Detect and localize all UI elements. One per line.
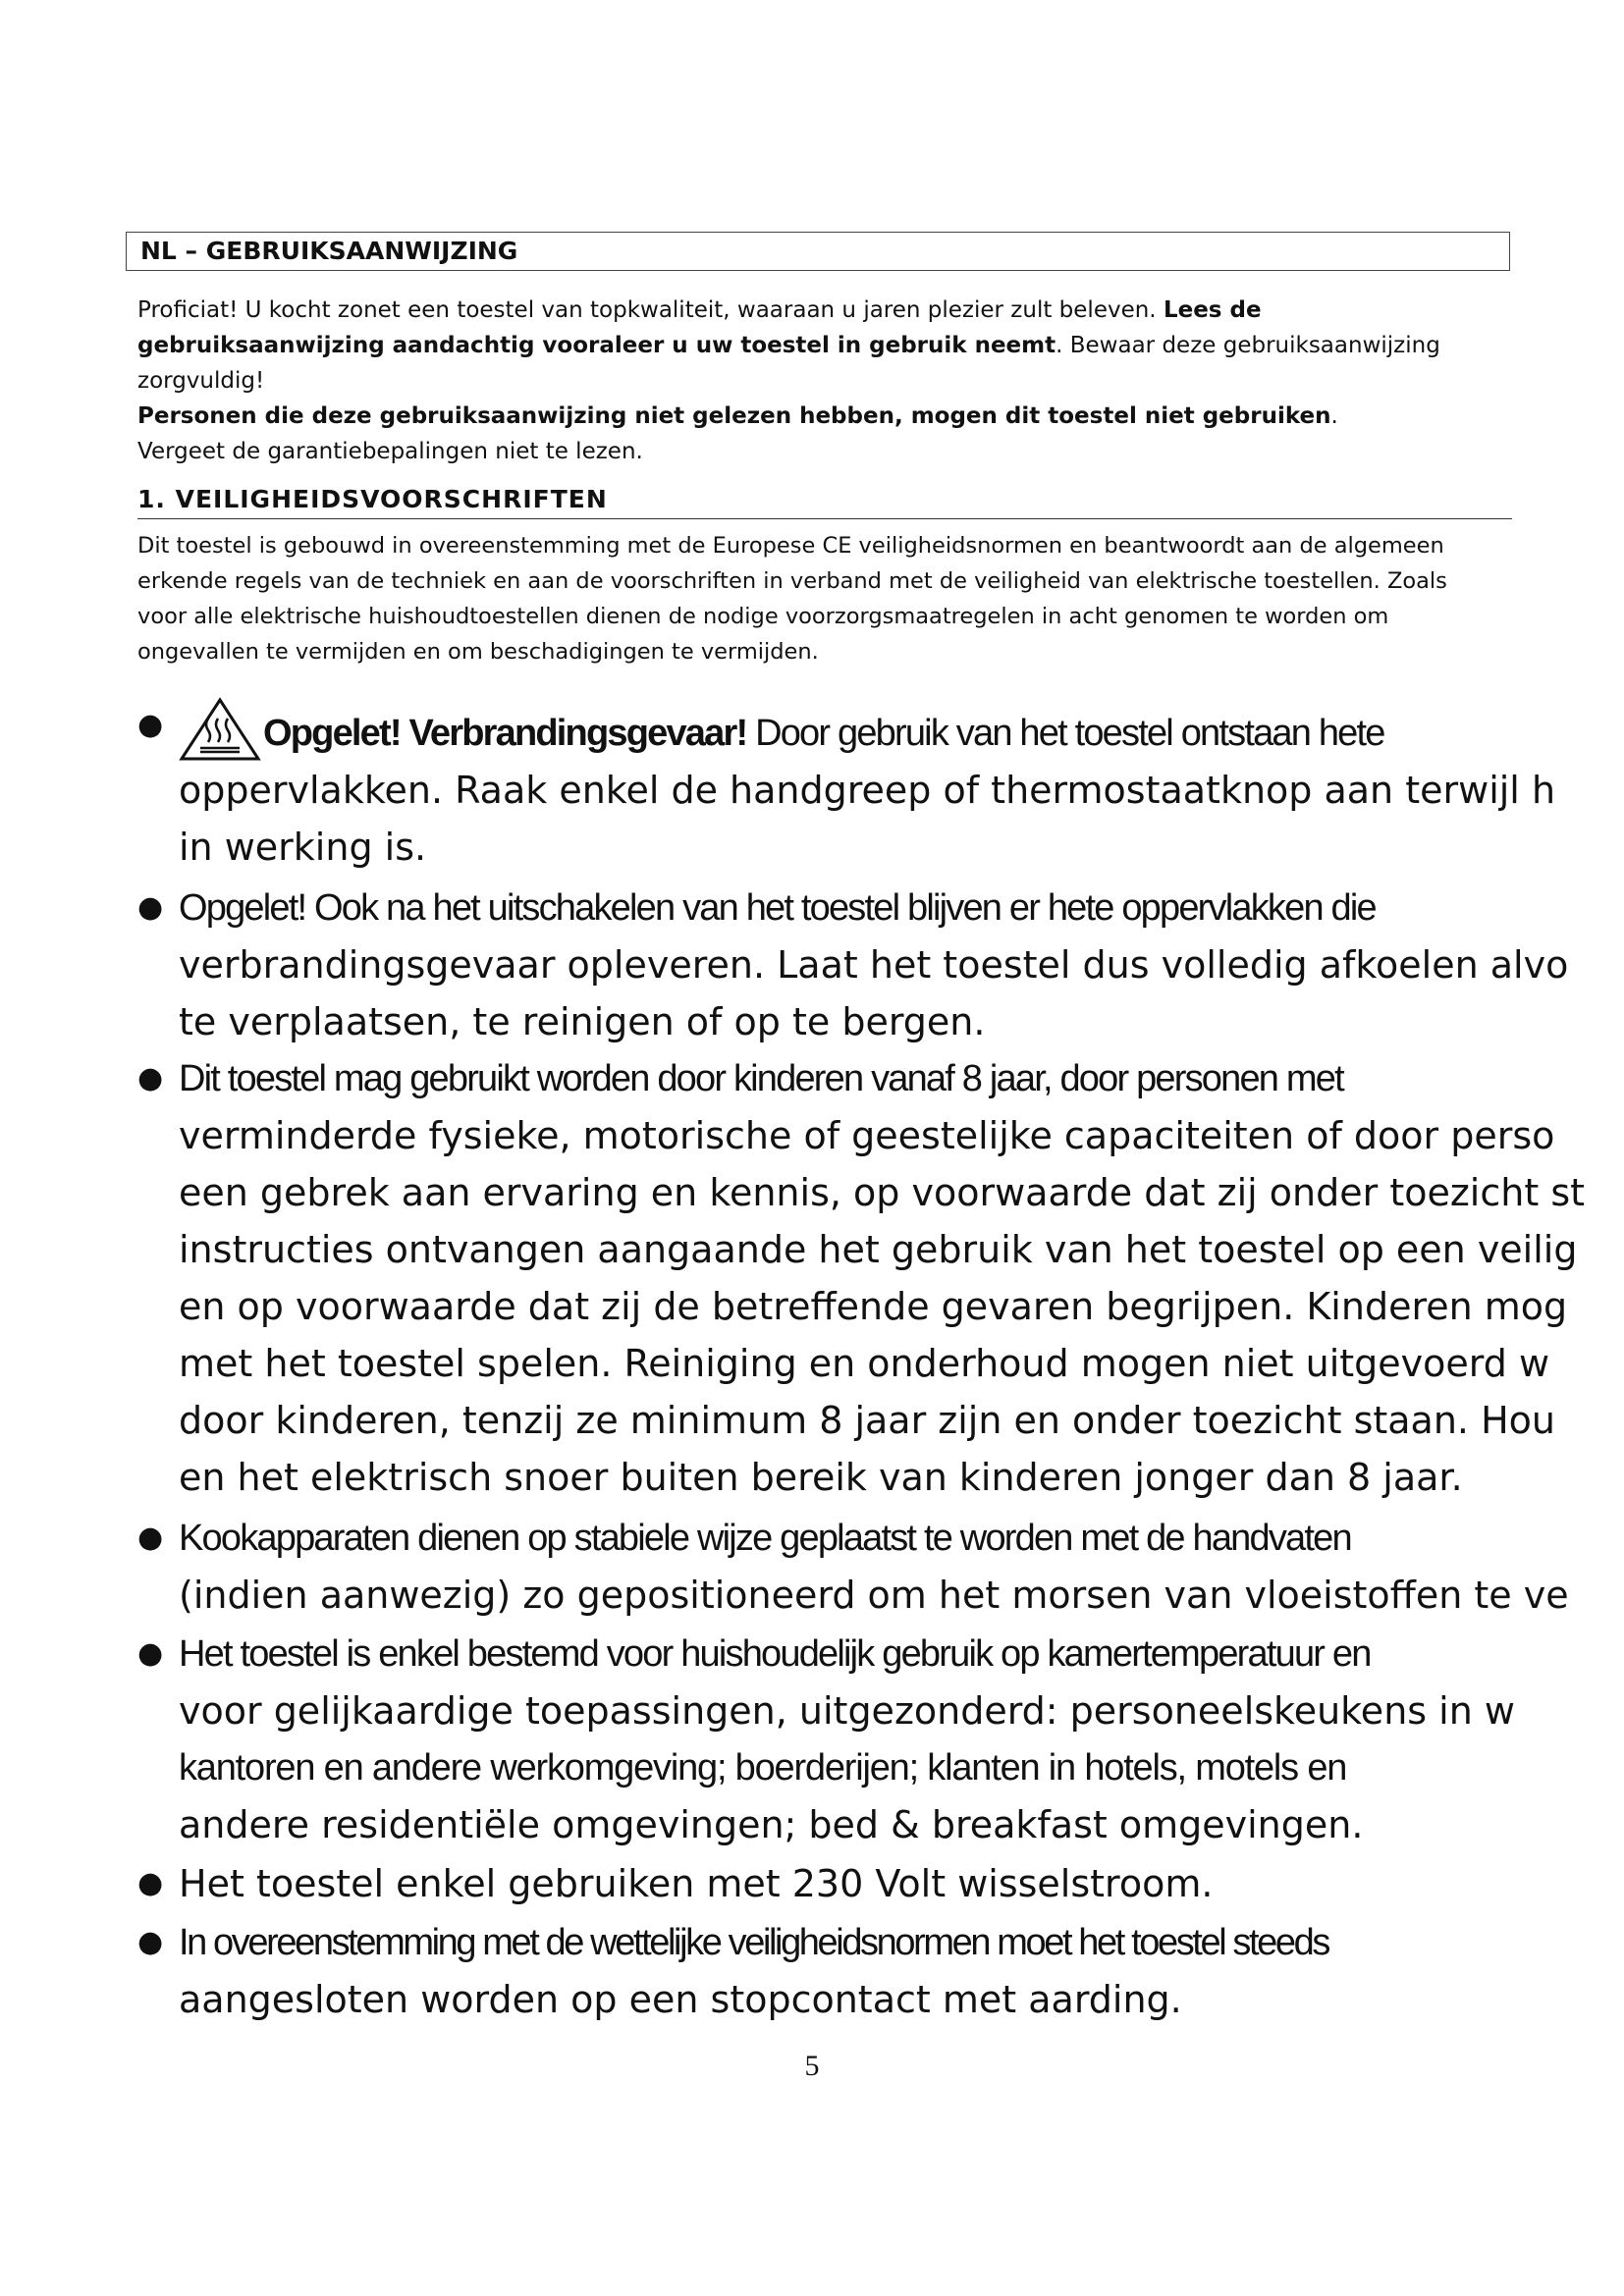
bullet-dot: ● <box>137 708 164 742</box>
bullet-hot-surface: ● Opgelet! Verbrandingsgevaar! Door gebruik van het toestel ontstaan hete oppervlakken. Raak enkel de handgreep of thermostaatknop aan terwijl h in werking is. <box>137 697 1624 876</box>
section-heading: 1. VEILIGHEIDSVOORSCHRIFTEN <box>137 481 1512 519</box>
bullet-dot: ● <box>137 1521 164 1555</box>
manual-title: NL – GEBRUIKSAANWIJZING <box>126 232 1510 271</box>
body-line: Dit toestel is gebouwd in overeenstemming met de Europese CE veiligheidsnormen en beantwoordt aan de algemeen <box>137 533 1444 559</box>
bullet-children-use: ● Dit toestel mag gebruikt worden door kinderen vanaf 8 jaar, door personen met verminderde fysieke, motorische of geestelijke capaciteiten of door perso een gebrek aan ervaring en kennis, op voorwaarde dat zij onder toezicht st instructies ontvangen aangaande het gebruik van het toestel op een veilig en op voorwaarde dat zij de betreffende gevaren begrijpen. Kinderen mog met het toestel spelen. Reiniging en onderhoud mogen niet uitgevoerd w door kinderen, tenzij ze minimum 8 jaar zijn en onder toezicht staan. Hou en het elektrisch snoer buiten bereik van kinderen jonger dan 8 jaar. <box>137 1050 1624 1506</box>
hot-surface-warning-icon <box>179 697 261 762</box>
bullet-stable-placement: ● Kookapparaten dienen op stabiele wijze geplaatst te worden met de handvaten (indien aanwezig) zo gepositioneerd om het morsen van vloeistoffen te ve <box>137 1510 1624 1624</box>
intro-text <box>137 293 1522 469</box>
bullet-dot: ● <box>137 1636 164 1671</box>
intro-paragraph-1: Proficiat! U kocht zonet een toestel van topkwaliteit, waaraan u jaren plezier zult beleven. Lees de gebruiksaanwijzing aandachtig vooraleer u uw toestel in gebruik neemt. Bewaar deze gebruiksaanwijzing zorgvuldig! <box>137 297 1440 394</box>
body-line: erkende regels van de techniek en aan de voorschriften in verband met de veiligheid van elektrische toestellen. Zoals <box>137 568 1447 594</box>
bullet-dot: ● <box>137 1925 164 1959</box>
bullet-dot: ● <box>137 1866 164 1900</box>
safety-bullet-list <box>0 697 1624 2071</box>
body-line: ongevallen te vermijden en om beschadigingen te vermijden. <box>137 639 819 665</box>
bullet-dot: ● <box>137 1061 164 1095</box>
section-body <box>137 528 1532 669</box>
bullet-dot: ● <box>137 890 164 925</box>
bullet-household-use: ● Het toestel is enkel bestemd voor huishoudelijk gebruik op kamertemperatuur en voor gelijkaardige toepassingen, uitgezonderd: personeelskeukens in w kantoren en andere werkomgeving; boerderijen; klanten in hotels, motels en andere residentiële omgevingen; bed & breakfast omgevingen. <box>137 1626 1624 1853</box>
page-number: 5 <box>804 2050 820 2082</box>
bullet-voltage: ● Het toestel enkel gebruiken met 230 Volt wisselstroom. <box>137 1855 1624 1912</box>
intro-paragraph-2: Personen die deze gebruiksaanwijzing niet gelezen hebben, mogen dit toestel niet gebruiken. Vergeet de garantiebepalingen niet te lezen. <box>137 403 1338 464</box>
bullet-after-switch-off: ● Opgelet! Ook na het uitschakelen van het toestel blijven er hete oppervlakken die verbrandingsgevaar opleveren. Laat het toestel dus volledig afkoelen alvo te verplaatsen, te reinigen of op te bergen. <box>137 880 1624 1050</box>
body-line: voor alle elektrische huishoudtoestellen dienen de nodige voorzorgsmaatregelen in acht genomen te worden om <box>137 604 1389 629</box>
bullet-grounding: ● In overeenstemming met de wettelijke veiligheidsnormen moet het toestel steeds aangesloten worden op een stopcontact met aarding. <box>137 1914 1624 2028</box>
